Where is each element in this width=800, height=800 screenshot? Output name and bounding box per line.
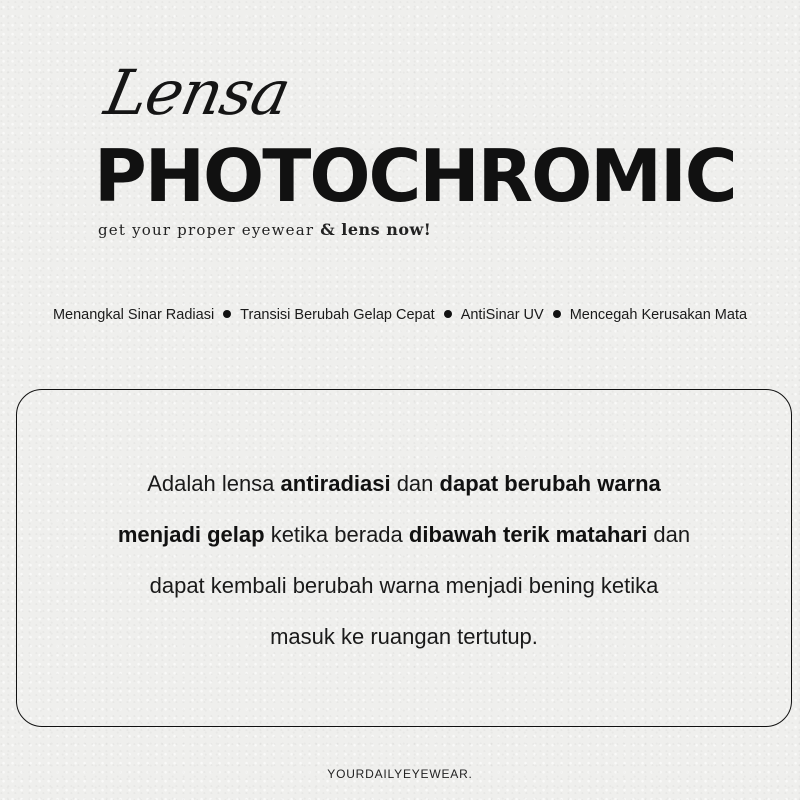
tagline (98, 220, 431, 239)
text-segment: ketika berada (264, 522, 409, 547)
description-line-4: masuk ke ruangan tertutup. (270, 624, 538, 649)
main-title-photochromic: PHOTOCHROMIC (94, 134, 736, 218)
feature-item: AntiSinar UV (460, 307, 544, 323)
description-line-2 (16, 509, 792, 560)
text-bold-segment: menjadi gelap (117, 522, 265, 547)
feature-item: Mencegah Kerusakan Mata (569, 307, 748, 323)
bullet-dot-icon (223, 310, 231, 318)
text-segment: Adalah lensa (147, 471, 281, 496)
text-bold-segment: antiradiasi (280, 471, 391, 496)
text-bold-segment: dibawah terik matahari (408, 522, 648, 547)
tagline-bold: & lens now! (320, 220, 432, 239)
description-line-3: dapat kembali berubah warna menjadi bening ketika (149, 573, 659, 598)
script-title-lensa: Lensa (98, 56, 297, 129)
tagline-regular: get your proper eyewear (98, 221, 315, 239)
description-line-1 (16, 458, 792, 509)
bullet-dot-icon (553, 310, 561, 318)
text-segment: dan (390, 471, 440, 496)
feature-item: Menangkal Sinar Radiasi (52, 307, 215, 323)
text-bold-segment: dapat berubah warna (439, 471, 661, 496)
footer-brand: YOURDAILYEYEWEAR. (327, 767, 473, 781)
feature-item: Transisi Berubah Gelap Cepat (240, 307, 435, 323)
bullet-dot-icon (444, 310, 452, 318)
feature-list (0, 307, 800, 323)
text-segment: dan (647, 522, 691, 547)
description-text (16, 458, 792, 662)
